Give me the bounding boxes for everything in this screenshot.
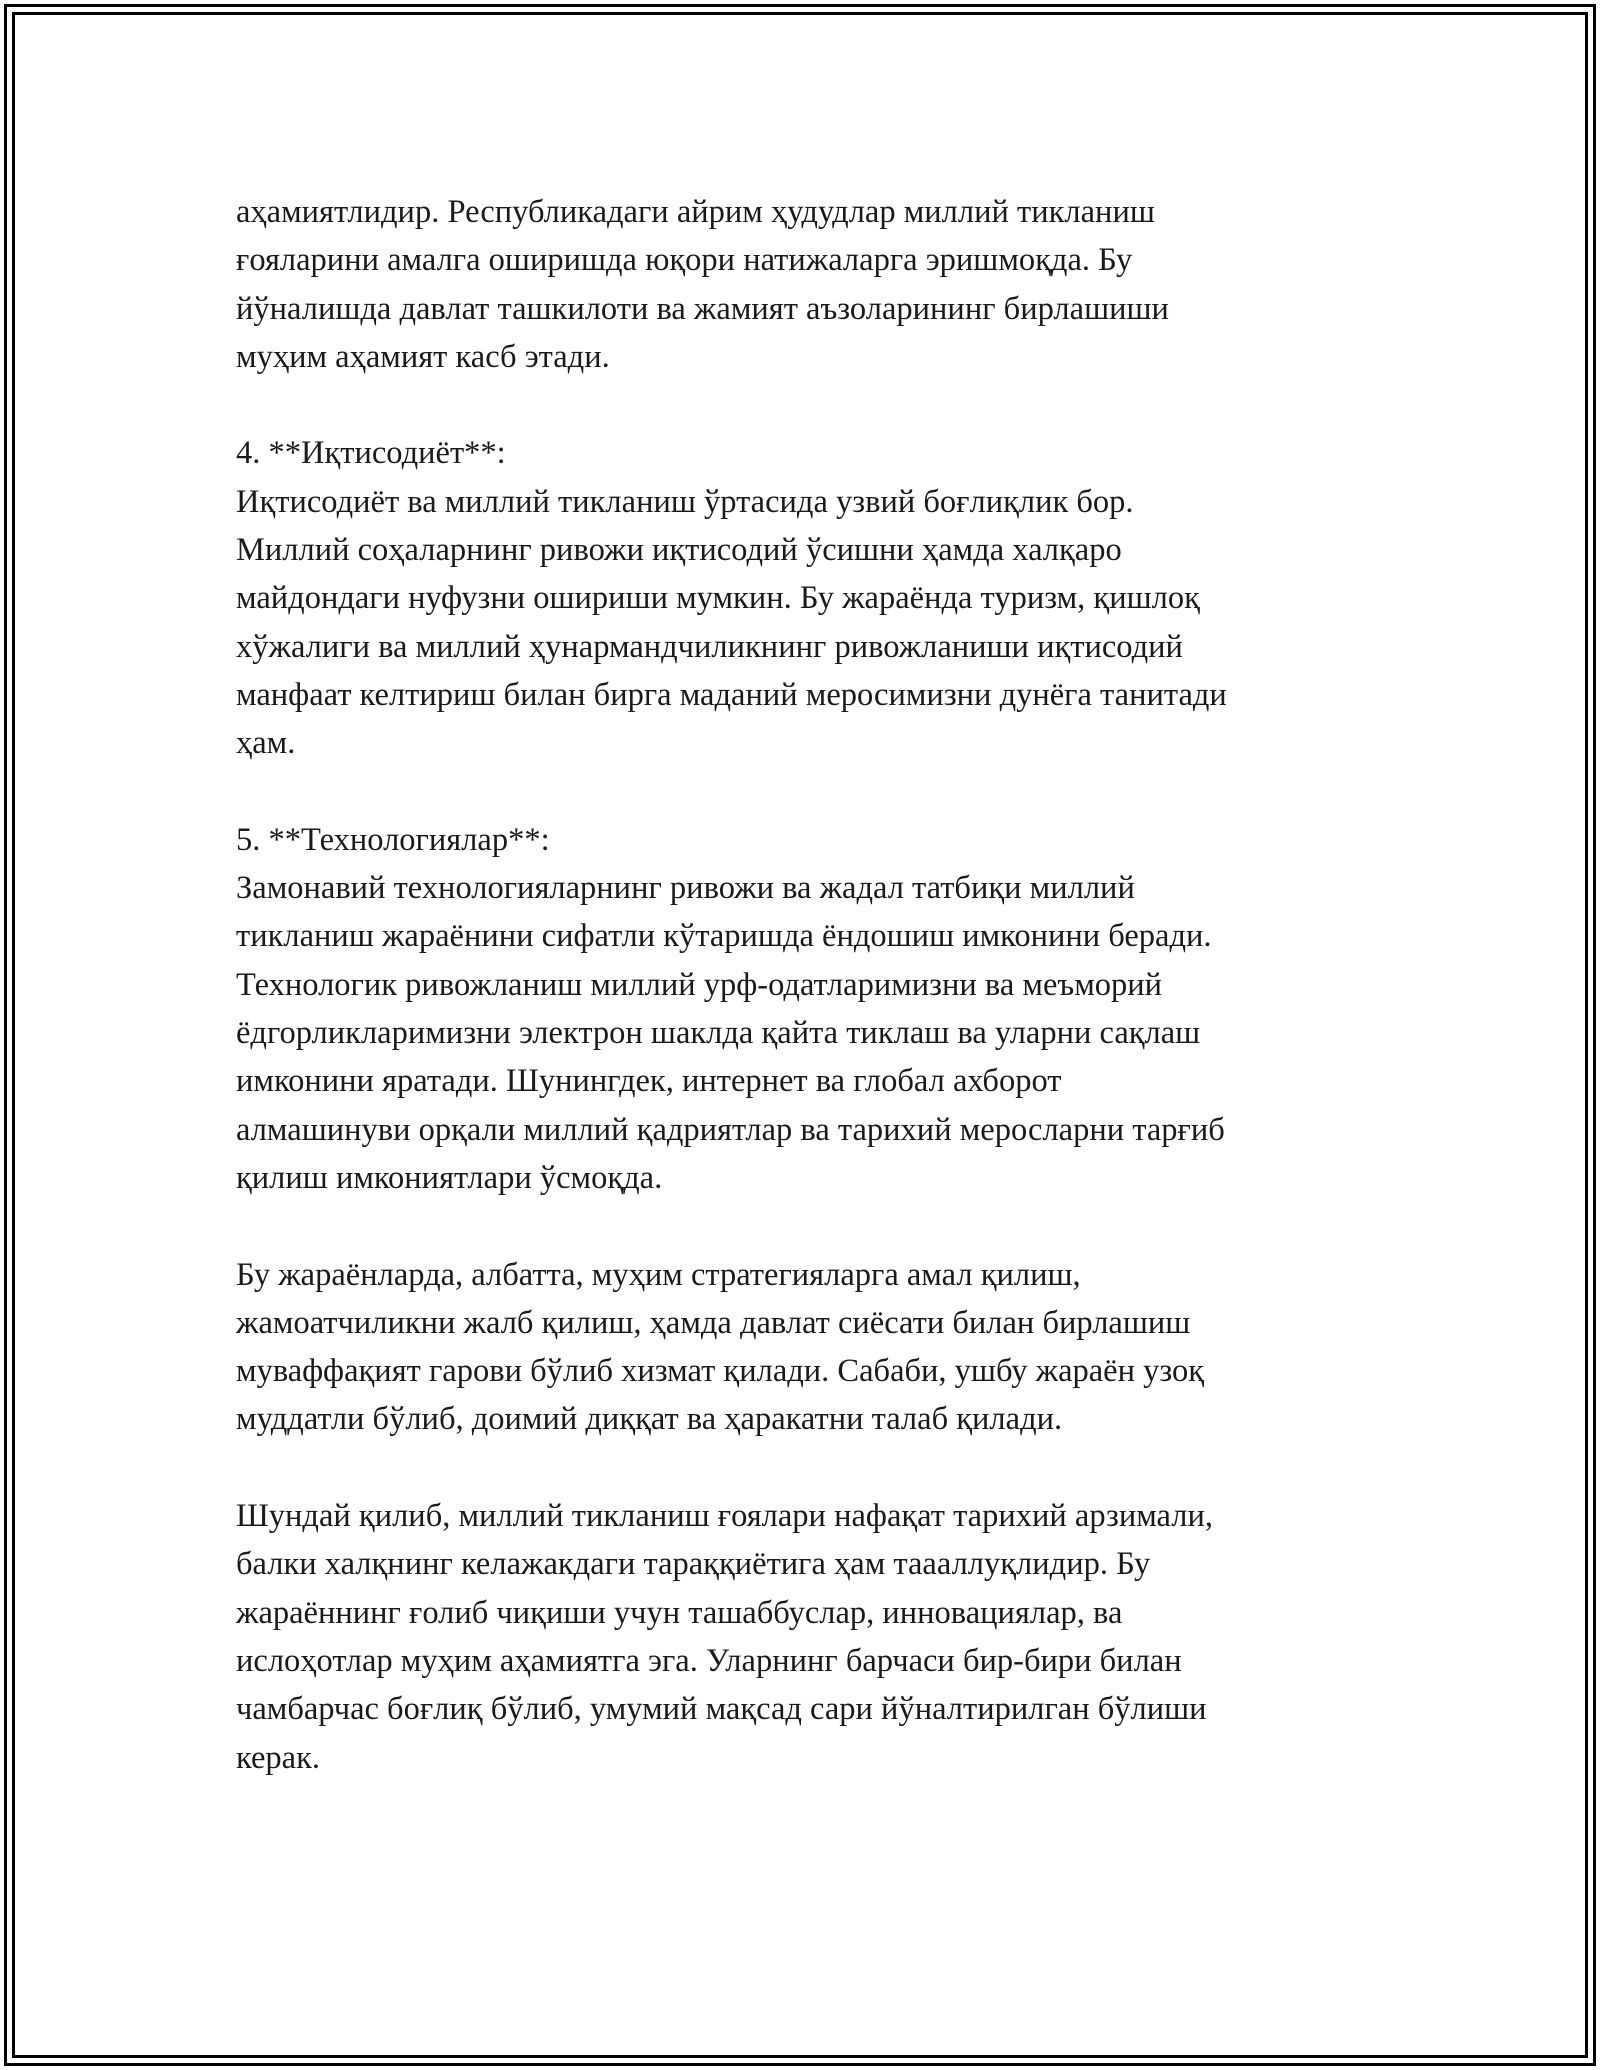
paragraph-technology: 5. **Технологиялар**: Замонавий технологияларнинг ривожи ва жадал татбиқи миллий тикланиш жараёнини сифатли кўтаришда ёндошиш имконини беради. Технологик ривожланиш миллий урф-одатларимизни ва меъморий ёдгорликларимизни электрон шаклда қайта тиклаш ва уларни сақлаш имконини яратади. Шунингдек, интернет ва глобал ахборот алмашинуви орқали миллий қадриятлар ва тарихий меросларни тарғиб қилиш имкониятлари ўсмоқда. <box>236 821 1225 1196</box>
document-body <box>236 188 1366 1782</box>
paragraph-conclusion: Шундай қилиб, миллий тикланиш ғоялари нафақат тарихий арзимали, балки халқнинг келажакдаги тараққиётига ҳам таааллуқлидир. Бу жараённинг ғолиб чиқиши учун ташаббуслар, инновациялар, ва ислоҳотлар муҳим аҳамиятга эга. Уларнинг барчаси бир-бири билан чамбарчас боғлиқ бўлиб, умумий мақсад сари йўналтирилган бўлиши керак. <box>236 1498 1213 1776</box>
paragraph-strategies: Бу жараёнларда, албатта, муҳим стратегияларга амал қилиш, жамоатчиликни жалб қилиш, ҳамда давлат сиёсати билан бирлашиш муваффақият гарови бўлиб хизмат қилади. Сабаби, ушбу жараён узоқ муддатли бўлиб, доимий диққат ва ҳаракатни талаб қилади. <box>236 1256 1205 1438</box>
paragraph-economy: 4. **Иқтисодиёт**: Иқтисодиёт ва миллий тикланиш ўртасида узвий боғлиқлик бор. Миллий соҳаларнинг ривожи иқтисодий ўсишни ҳамда халқаро майдондаги нуфузни ошириши мумкин. Бу жараёнда туризм, қишлоқ хўжалиги ва миллий ҳунармандчиликнинг ривожланиши иқтисодий манфаат келтириш билан бирга маданий меросимизни дунёга танитади ҳам. <box>236 435 1227 762</box>
paragraph-intro-continuation: аҳамиятлидир. Республикадаги айрим ҳудудлар миллий тикланиш ғояларини амалга оширишда юқори натижаларга эришмоқда. Бу йўналишда давлат ташкилоти ва жамият аъзоларининг бирлашиши муҳим аҳамият касб этади. <box>236 194 1169 375</box>
